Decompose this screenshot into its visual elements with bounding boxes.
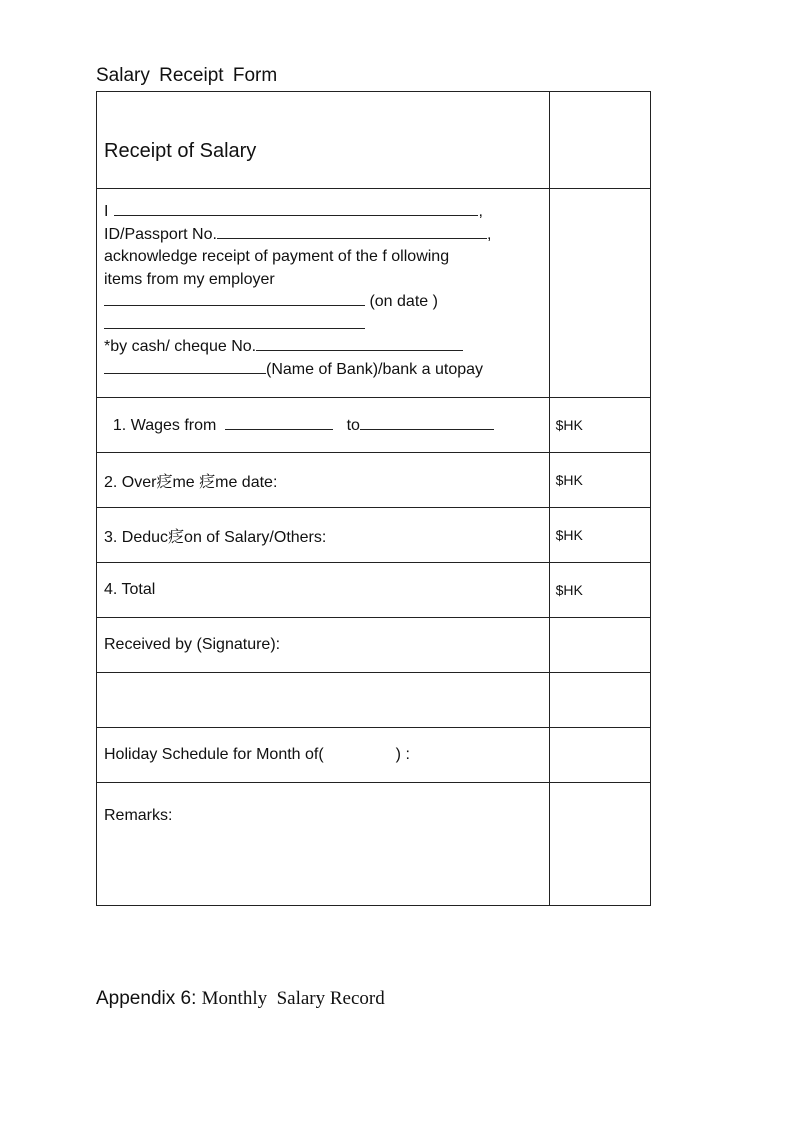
deduction-amount[interactable]: $HK [549, 508, 650, 563]
bank-name-blank[interactable] [104, 359, 266, 374]
overtime-row [97, 453, 651, 508]
appendix-prefix: Appendix 6: [96, 988, 197, 1009]
appendix-heading [96, 988, 385, 1010]
employer-blank[interactable] [104, 291, 365, 306]
ack-line-date: (on date ) [104, 291, 542, 314]
ack-line-cheque: *by cash/ cheque No. [104, 336, 542, 359]
signature-field[interactable] [97, 673, 550, 728]
wages-to-blank[interactable] [360, 415, 494, 430]
signature-row [97, 673, 651, 728]
ack-line-6 [104, 314, 542, 337]
receipt-heading: Receipt of Salary [97, 92, 550, 189]
name-blank[interactable] [114, 201, 478, 216]
ack-line-name: I , [104, 203, 483, 220]
form-title: Salary Receipt Form [96, 65, 278, 86]
remarks-row [97, 783, 651, 906]
deduction-row [97, 508, 651, 563]
deduction-label: 3. Deduc疺on of Salary/Others: [97, 508, 550, 563]
overtime-amount[interactable]: $HK [549, 453, 650, 508]
holiday-right-cell [549, 728, 650, 783]
total-label: 4. Total [97, 563, 550, 618]
received-by-label: Received by (Signature): [97, 618, 550, 673]
holiday-label: Holiday Schedule for Month of( ) : [97, 728, 550, 783]
signature-right-cell [549, 673, 650, 728]
wages-from-blank[interactable] [225, 415, 333, 430]
received-right-cell [549, 618, 650, 673]
date-blank[interactable] [104, 314, 365, 329]
acknowledgement-text [97, 189, 550, 398]
salary-receipt-table [96, 91, 651, 906]
header-amount-cell [549, 92, 650, 189]
holiday-row [97, 728, 651, 783]
cheque-number-blank[interactable] [256, 336, 463, 351]
wages-amount[interactable]: $HK [549, 398, 650, 453]
ack-line-bank: (Name of Bank)/bank a utopay [104, 359, 542, 382]
appendix-title: Monthly Salary Record [201, 988, 385, 1009]
remarks-right-cell [549, 783, 650, 906]
total-amount[interactable]: $HK [549, 563, 650, 618]
ack-line-4: items from my employer [104, 270, 275, 288]
id-passport-blank[interactable] [217, 224, 487, 239]
ack-line-3: acknowledge receipt of payment of the f ollowing [104, 248, 450, 265]
header-row [97, 92, 651, 189]
wages-label: 1. Wages from to [97, 398, 550, 453]
ack-amount-cell [549, 189, 650, 398]
overtime-label: 2. Over疺me 疺me date: [97, 453, 550, 508]
wages-row [97, 398, 651, 453]
acknowledgement-row [97, 189, 651, 398]
received-row [97, 618, 651, 673]
remarks-label[interactable]: Remarks: [97, 783, 550, 906]
total-row [97, 563, 651, 618]
ack-line-id: ID/Passport No. , [104, 225, 492, 243]
